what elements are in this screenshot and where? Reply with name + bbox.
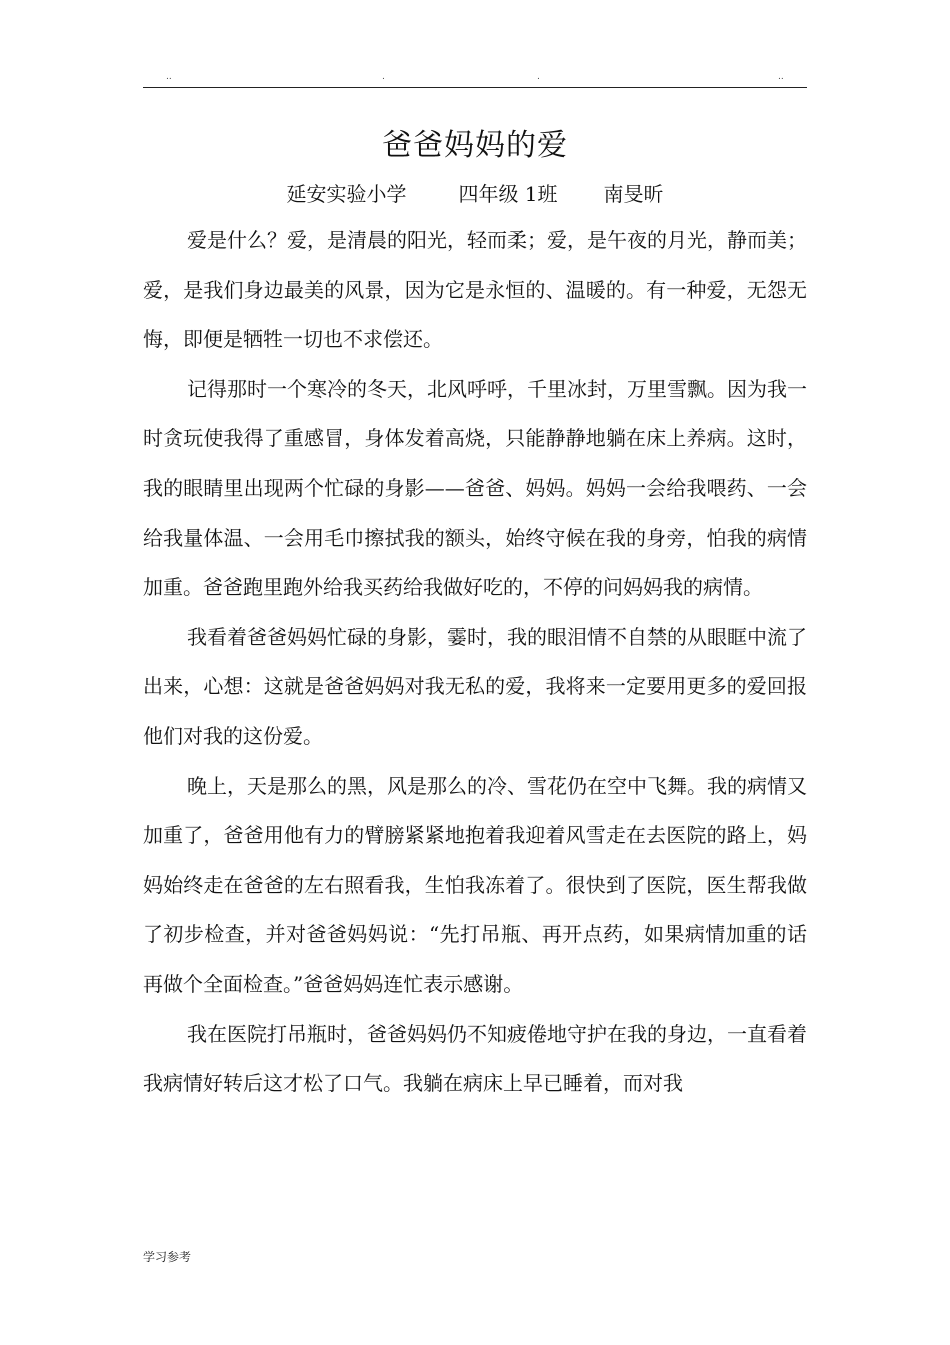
paragraph: 爱是什么？爱，是清晨的阳光，轻而柔；爱，是午夜的月光，静而美；爱，是我们身边最美的风景，因为它是永恒的、温暖的。有一种爱，无怨无悔，即便是牺牲一切也不求偿还。	[143, 228, 807, 352]
header-mark: ..	[778, 72, 784, 82]
byline-school: 延安实验小学	[286, 182, 407, 206]
byline	[0, 178, 950, 207]
page-header-marks	[0, 72, 950, 86]
paragraph: 晚上，天是那么的黑，风是那么的冷、雪花仍在空中飞舞。我的病情又加重了，爸爸用他有力的臂膀紧紧地抱着我迎着风雪走在去医院的路上，妈妈始终走在爸爸的左右照看我，生怕我冻着了。很快到了医院，医生帮我做了初步检查，并对爸爸妈妈说：“先打吊瓶、再开点药，如果病情加重的话再做个全面检查。”爸爸妈妈连忙表示感谢。	[143, 773, 807, 996]
paragraph: 记得那时一个寒冷的冬天，北风呼呼，千里冰封，万里雪飘。因为我一时贪玩使我得了重感冒，身体发着高烧，只能静静地躺在床上养病。这时，我的眼睛里出现两个忙碌的身影——爸爸、妈妈。妈妈一会给我喂药、一会给我量体温、一会用毛巾擦拭我的额头，始终守候在我的身旁，怕我的病情加重。爸爸跑里跑外给我买药给我做好吃的，不停的问妈妈我的病情。	[143, 376, 807, 600]
paragraph: 我在医院打吊瓶时，爸爸妈妈仍不知疲倦地守护在我的身边，一直看着我病情好转后这才松了口气。我躺在病床上早已睡着，而对我	[143, 1021, 807, 1096]
paragraph: 我看着爸爸妈妈忙碌的身影，霎时，我的眼泪情不自禁的从眼眶中流了出来，心想：这就是爸爸妈妈对我无私的爱，我将来一定要用更多的爱回报他们对我的这份爱。	[143, 624, 807, 748]
essay-body	[143, 216, 807, 1109]
byline-author: 南旻昕	[603, 182, 664, 206]
header-mark: ..	[166, 72, 172, 82]
header-divider	[143, 87, 807, 88]
byline-grade: 四年级 1班	[458, 182, 558, 206]
header-mark: .	[382, 72, 385, 82]
header-mark: .	[537, 72, 540, 82]
page-footer: 学习参考	[143, 1250, 192, 1264]
document-title: 爸爸妈妈的爱	[382, 128, 568, 163]
